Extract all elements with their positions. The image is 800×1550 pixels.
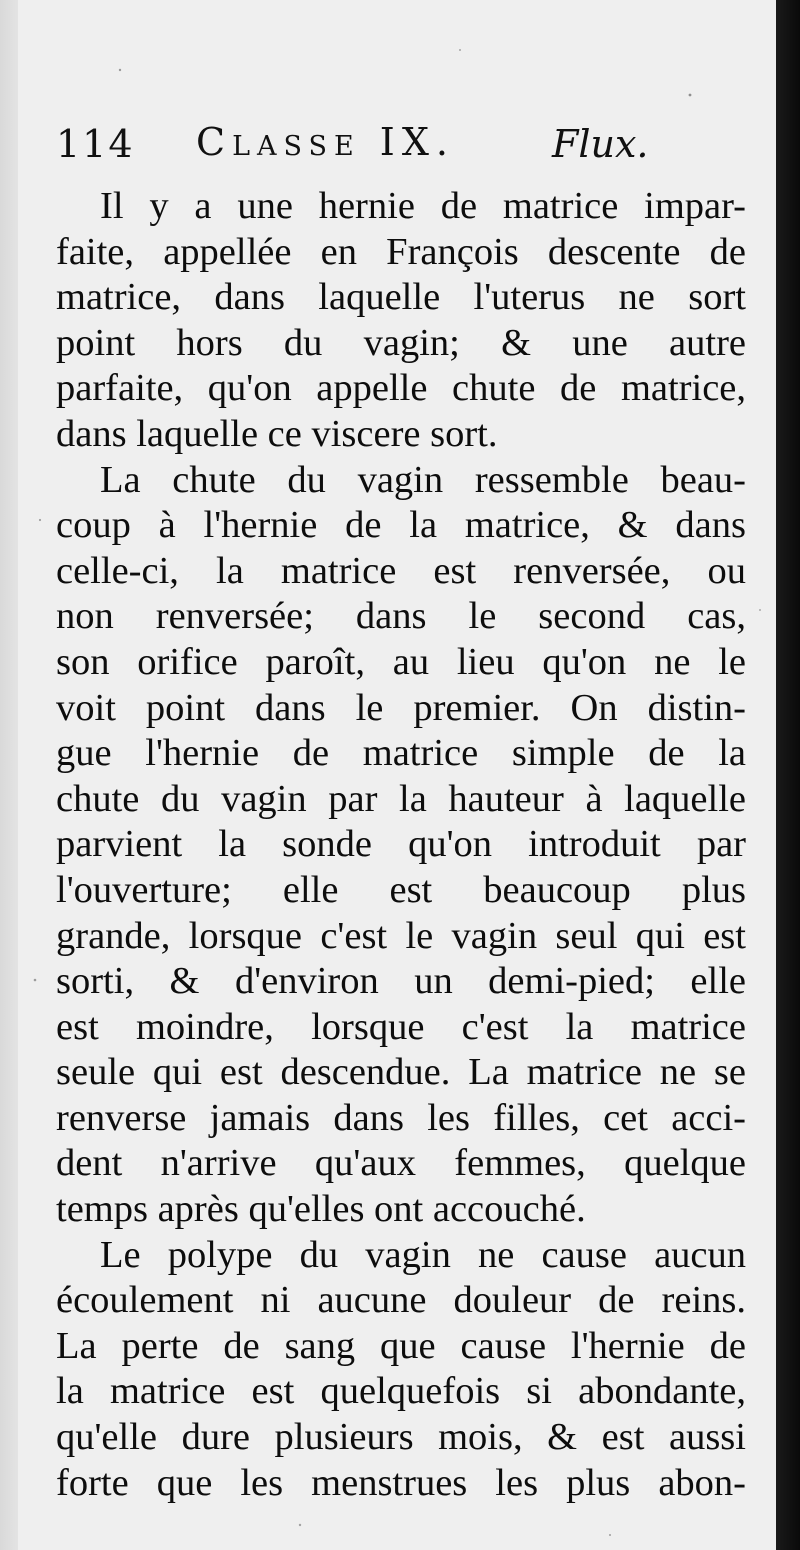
text-line: dent n'arrive qu'aux femmes, quelque — [56, 1142, 746, 1185]
text-line: grande, lorsque c'est le vagin seul qui est — [56, 914, 746, 957]
text-line: coup à l'hernie de la matrice, & dans — [56, 504, 746, 547]
text-line: son orifice paroît, au lieu qu'on ne le — [56, 640, 746, 683]
text-line: Il y a une hernie de matrice impar- — [100, 185, 746, 227]
text-line: Le polype du vagin ne cause aucun — [100, 1233, 746, 1276]
text-line: La perte de sang que cause l'hernie de — [56, 1324, 746, 1367]
class-title: Classe IX. — [196, 120, 455, 164]
text-line: faite, appellée en François descente de — [56, 230, 746, 273]
text-line: gue l'hernie de matrice simple de la — [56, 732, 746, 775]
text-line: écoulement ni aucune douleur de reins. — [56, 1279, 746, 1322]
text-line: chute du vagin par la hauteur à laquelle — [56, 777, 746, 820]
text-line: renverse jamais dans les filles, cet acci- — [56, 1096, 746, 1139]
text-line: parfaite, qu'on appelle chute de matrice, — [56, 367, 746, 410]
text-line: l'ouverture; elle est beaucoup plus — [56, 868, 746, 911]
text-line: celle-ci, la matrice est renversée, ou — [56, 549, 746, 592]
text-line: forte que les menstrues les plus abon- — [56, 1461, 746, 1504]
body-text — [56, 184, 746, 1506]
section-title: Flux. — [552, 122, 649, 166]
text-line: la matrice est quelquefois si abondante, — [56, 1370, 746, 1413]
page-number: 114 — [56, 122, 135, 166]
text-line: est moindre, lorsque c'est la matrice — [56, 1005, 746, 1048]
text-line: matrice, dans laquelle l'uterus ne sort — [56, 276, 746, 319]
text-line: seule qui est descendue. La matrice ne se — [56, 1051, 746, 1094]
text-line: temps après qu'elles ont accouché. — [56, 1188, 586, 1231]
text-line: non renversée; dans le second cas, — [56, 595, 746, 638]
text-line: point hors du vagin; & une autre — [56, 321, 746, 364]
text-line: La chute du vagin ressemble beau- — [100, 458, 746, 501]
text-line: sorti, & d'environ un demi-pied; elle — [56, 960, 746, 1003]
text-line: parvient la sonde qu'on introduit par — [56, 823, 746, 866]
text-line: voit point dans le premier. On distin- — [56, 686, 746, 729]
text-line: qu'elle dure plusieurs mois, & est aussi — [56, 1416, 746, 1459]
running-head — [56, 112, 746, 172]
text-line: dans laquelle ce viscere sort. — [56, 412, 498, 455]
